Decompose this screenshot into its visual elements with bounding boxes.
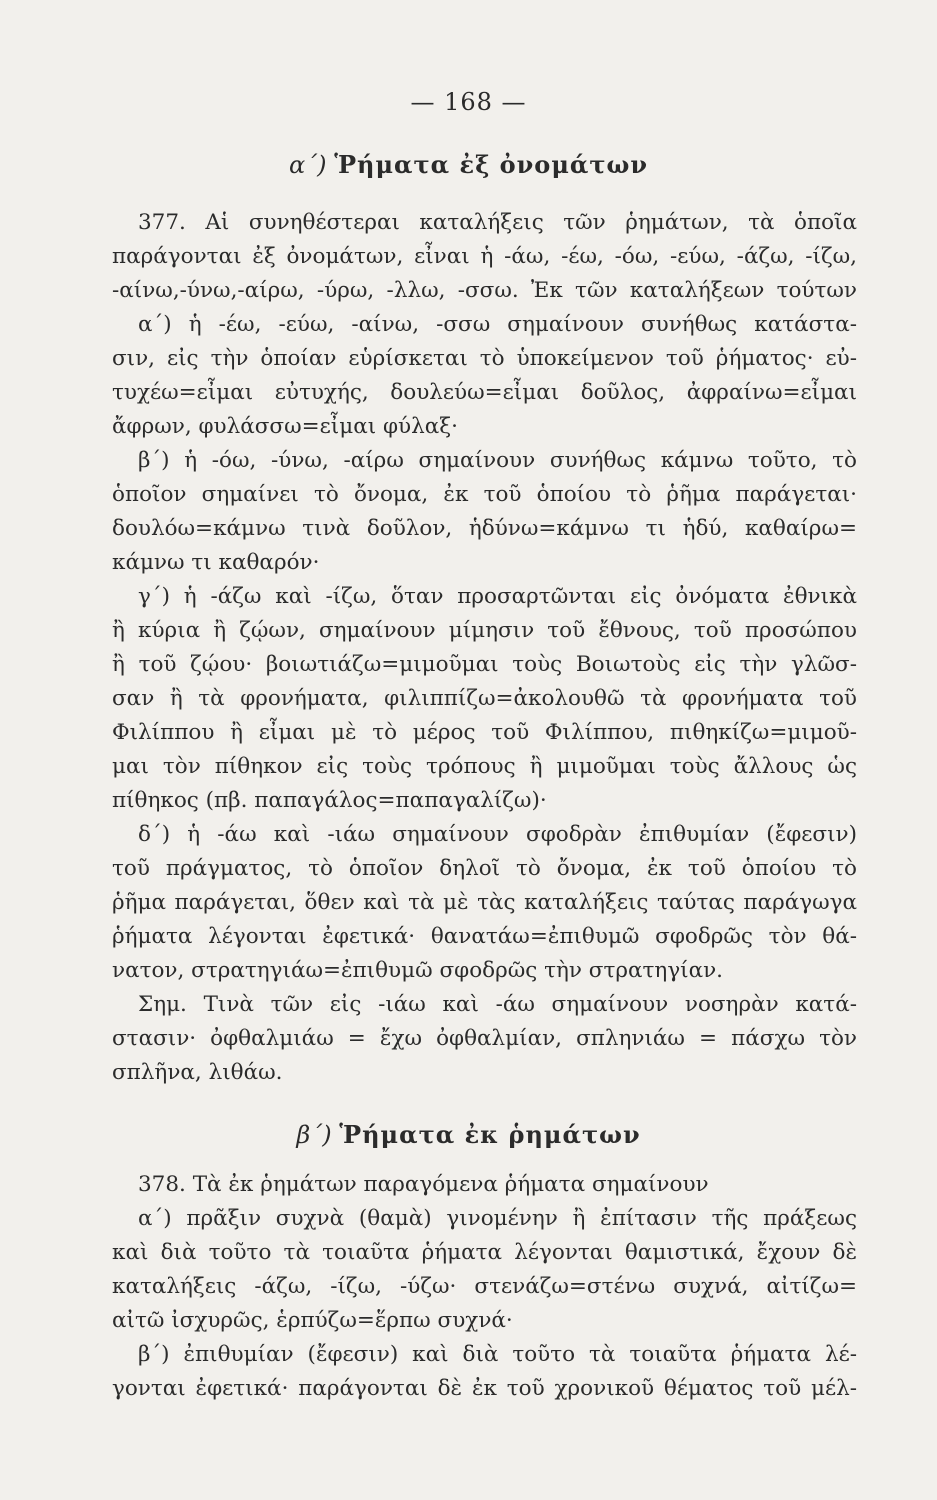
paragraph-line: -αίνω,-ύνω,-αίρω, -ύρω, -λλω, -σσω. Ἐκ τῶν καταλήξεων τούτων <box>112 278 857 303</box>
paragraph-line: γ΄) ἡ -άζω καὶ -ίζω, ὅταν προσαρτῶνται εἰς ὀνόματα ἐθνικὰ <box>138 584 857 609</box>
paragraph-line: σπλῆνα, λιθάω. <box>112 1060 283 1085</box>
paragraph-line: καταλήξεις -άζω, -ίζω, -ύζω· στενάζω=στένω συχνά, αἰτίζω= <box>112 1274 857 1299</box>
paragraph-line: στασιν· ὀφθαλμιάω = ἔχω ὀφθαλμίαν, σπληνιάω = πάσχω τὸν <box>112 1026 857 1051</box>
paragraph-line: τοῦ πράγματος, τὸ ὁποῖον δηλοῖ τὸ ὄνομα, ἐκ τοῦ ὁποίου τὸ <box>112 856 857 881</box>
paragraph-line: ἢ κύρια ἢ ζῴων, σημαίνουν μίμησιν τοῦ ἔθνους, τοῦ προσώπου <box>112 618 857 643</box>
section-b-title: Ῥήματα ἐκ ῥημάτων <box>339 1120 641 1149</box>
paragraph-line: κάμνω τι καθαρόν· <box>112 550 320 575</box>
paragraph-line: δ΄) ἡ -άω καὶ -ιάω σημαίνουν σφοδρὰν ἐπιθυμίαν (ἔφεσιν) <box>138 822 857 847</box>
paragraph-line: ἢ τοῦ ζῴου· βοιωτιάζω=μιμοῦμαι τοὺς Βοιωτοὺς εἰς τὴν γλῶσ- <box>112 652 857 677</box>
section-heading-a <box>0 150 937 179</box>
section-b-label: β΄) <box>296 1121 332 1149</box>
page-number: — 168 — <box>410 88 527 116</box>
paragraph-line: β΄) ἡ -όω, -ύνω, -αίρω σημαίνουν συνήθως κάμνω τοῦτο, τὸ <box>138 448 857 473</box>
paragraph-line: δουλόω=κάμνω τινὰ δοῦλον, ἡδύνω=κάμνω τι ἡδύ, καθαίρω= <box>112 516 857 541</box>
paragraph-line: πίθηκος (πβ. παπαγάλος=παπαγαλίζω)· <box>112 788 547 813</box>
section-heading-b <box>0 1120 937 1149</box>
section-a-label: α΄) <box>288 151 327 179</box>
paragraph-line: Σημ. Τινὰ τῶν εἰς -ιάω καὶ -άω σημαίνουν νοσηρὰν κατά- <box>138 992 857 1017</box>
paragraph-line: ὁποῖον σημαίνει τὸ ὄνομα, ἐκ τοῦ ὁποίου τὸ ῥῆμα παράγεται· <box>112 482 857 507</box>
paragraph-line: ῥήματα λέγονται ἐφετικά· θανατάω=ἐπιθυμῶ σφοδρῶς τὸν θά- <box>112 924 857 949</box>
section-a-title: Ῥήματα ἐξ ὀνομάτων <box>334 150 649 179</box>
paragraph-line: σιν, εἰς τὴν ὁποίαν εὑρίσκεται τὸ ὑποκείμενον τοῦ ῥήματος· εὐ- <box>112 346 857 371</box>
paragraph-line: καὶ διὰ τοῦτο τὰ τοιαῦτα ῥήματα λέγονται θαμιστικά, ἔχουν δὲ <box>112 1240 857 1265</box>
paragraph-line: 378. Τὰ ἐκ ῥημάτων παραγόμενα ῥήματα σημαίνουν <box>138 1172 709 1197</box>
paragraph-line: τυχέω=εἶμαι εὐτυχής, δουλεύω=εἶμαι δοῦλος, ἀφραίνω=εἶμαι <box>112 380 857 405</box>
paragraph-line: γονται ἐφετικά· παράγονται δὲ ἐκ τοῦ χρονικοῦ θέματος τοῦ μέλ- <box>112 1376 857 1401</box>
paragraph-line: παράγονται ἐξ ὀνομάτων, εἶναι ἡ -άω, -έω, -όω, -εύω, -άζω, -ίζω, <box>112 244 857 269</box>
paragraph-line: μαι τὸν πίθηκον εἰς τοὺς τρόπους ἢ μιμοῦμαι τοὺς ἄλλους ὡς <box>112 754 857 779</box>
paragraph-line: α΄) ἡ -έω, -εύω, -αίνω, -σσω σημαίνουν συνήθως κατάστα- <box>138 312 857 337</box>
paragraph-line: Φιλίππου ἢ εἶμαι μὲ τὸ μέρος τοῦ Φιλίππου, πιθηκίζω=μιμοῦ- <box>112 720 857 745</box>
paragraph-line: ἄφρων, φυλάσσω=εἶμαι φύλαξ· <box>112 414 458 439</box>
paragraph-line: β΄) ἐπιθυμίαν (ἔφεσιν) καὶ διὰ τοῦτο τὰ τοιαῦτα ῥήματα λέ- <box>138 1342 857 1367</box>
paragraph-line: ῥῆμα παράγεται, ὅθεν καὶ τὰ μὲ τὰς καταλήξεις ταύτας παράγωγα <box>112 890 857 915</box>
paragraph-line: 377. Αἱ συνηθέστεραι καταλήξεις τῶν ῥημάτων, τὰ ὁποῖα <box>138 210 857 235</box>
paragraph-line: αἰτῶ ἰσχυρῶς, ἑρπύζω=ἕρπω συχνά· <box>112 1308 513 1333</box>
paragraph-line: σαν ἢ τὰ φρονήματα, φιλιππίζω=ἀκολουθῶ τὰ φρονήματα τοῦ <box>112 686 857 711</box>
paragraph-line: νατον, στρατηγιάω=ἐπιθυμῶ σφοδρῶς τὴν στρατηγίαν. <box>112 958 724 983</box>
paragraph-line: α΄) πρᾶξιν συχνὰ (θαμὰ) γινομένην ἢ ἐπίτασιν τῆς πράξεως <box>138 1206 857 1231</box>
